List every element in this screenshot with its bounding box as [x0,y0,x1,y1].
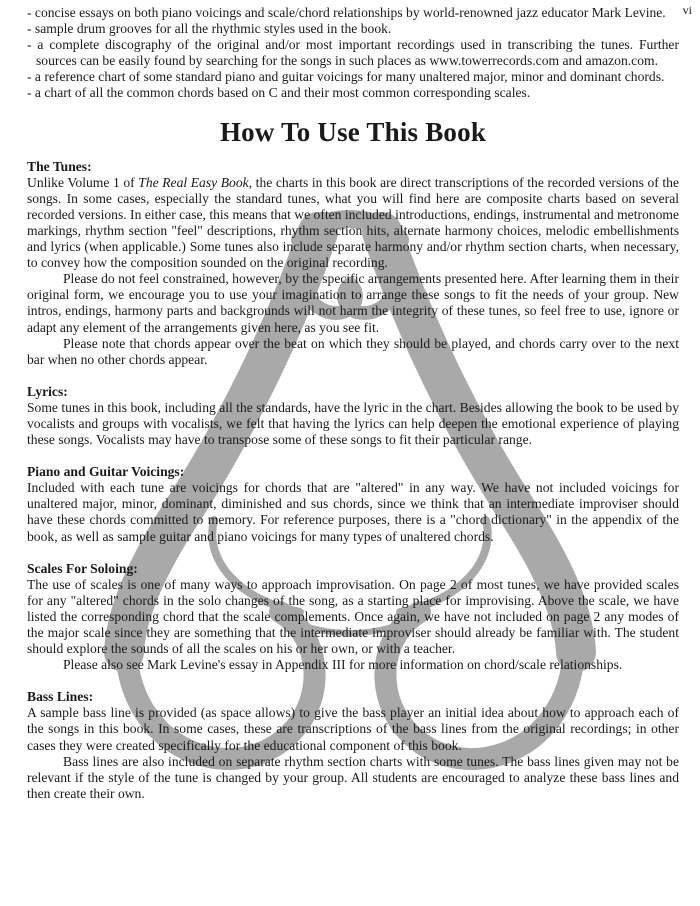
section-heading: The Tunes: [27,158,92,174]
section-bass-lines [27,689,679,802]
paragraph: A sample bass line is provided (as space allows) to give the bass player an initial idea about how to approach each of the songs in this book. In some cases, these are transcriptions of the bass lines from the original recordings; in other cases they were created specifically for the educational component of this book. [27,705,679,753]
page-title: How To Use This Book [219,116,487,147]
list-item: - sample drum grooves for all the rhythmic styles used in the book. [27,21,392,37]
paragraph: Please note that chords appear over the beat on which they should be played, and chords carry over to the next bar when no other chords appear. [27,335,679,367]
section-heading: Lyrics: [27,383,68,399]
section-voicings [27,464,679,544]
paragraph: Bass lines are also included on separate rhythm section charts with some tunes. The bass lines given may not be relevant if the style of the tune is changed by your group. All students are encouraged to analyze these bass lines and then create their own. [27,753,679,801]
paragraph-text: , the charts in this book are direct transcriptions of the recorded versions of the songs. In some cases, especially the standard tunes, what you will find here are composite charts based on several recorded versions. In either case, this means that we often included introductions, endings, instrumental and metronome markings, rhythm section "feel" descriptions, rhythm section hits, alternate harmony choices, melodic embellishments and lyrics (when applicable.) Some tunes also include separate harmony and/or rhythm section charts, when necessary, to convey how the composition sounded on the original recording. [27,174,679,271]
book-title-italic: The Real Easy Book [138,174,249,190]
paragraph: Please also see Mark Levine's essay in Appendix III for more information on chord/scale relationships. [63,657,623,673]
list-item: - a complete discography of the original and/or most important recordings used in transcribing the tunes. Further sources can be easily found by searching for the songs in such places as www.towerrecords.com and amazon.com. [27,37,679,69]
page-content [27,0,679,802]
features-list [27,5,679,102]
section-lyrics [27,384,679,448]
paragraph: The use of scales is one of many ways to approach improvisation. On page 2 of most tunes, we have provided scales for any "altered" chords in the solo changes of the song, as a starting place for improvising. Above the scale, we have listed the corresponding chord that the scale complements. Once again, we have not included on page 2 any modes of the major scale since they are something that the intermediate improviser should already be familiar with. The student should explore the sounds of all the scales on his or her own, or with a teacher. [27,576,679,657]
section-heading: Bass Lines: [27,689,94,705]
paragraph: Please do not feel constrained, however, by the specific arrangements presented here. After learning them in their original form, we encourage you to use your imagination to arrange these songs to fit the needs of your group. New intros, endings, harmony parts and backgrounds will not harm the integrity of these tunes, so feel free to use, ignore or adapt any element of the arrangements given here, as you see fit. [27,271,679,335]
paragraph-text: Unlike Volume 1 of [27,174,139,190]
paragraph: Some tunes in this book, including all the standards, have the lyric in the chart. Besides allowing the book to be used by vocalists and groups with vocalists, we felt that having the lyrics can help deepen the emotional experience of playing these songs. Vocalists may have to transpose some of these songs to fit their particular range. [27,399,680,448]
list-item: - concise essays on both piano voicings and scale/chord relationships by world-renowned jazz educator Mark Levine. [27,5,666,20]
paragraph: Included with each tune are voicings for chords that are "altered" in any way. We have not included voicings for unaltered major, minor, dominant, diminished and sus chords, since we think that an intermediate improviser should have these chords committed to memory. For reference purposes, there is a "chord dictionary" in the appendix of the book, as well as sample guitar and piano voicings for many types of unaltered chords. [27,480,679,544]
page-number: vi [682,3,692,17]
paragraph [27,175,679,272]
section-heading: Scales For Soloing: [27,560,138,576]
section-tunes [27,159,679,368]
list-item: - a chart of all the common chords based on C and their most common corresponding scales. [27,85,531,101]
list-item: - a reference chart of some standard piano and guitar voicings for many unaltered major, minor and dominant chords. [27,69,665,85]
section-heading: Piano and Guitar Voicings: [27,464,185,480]
section-scales [27,561,679,674]
